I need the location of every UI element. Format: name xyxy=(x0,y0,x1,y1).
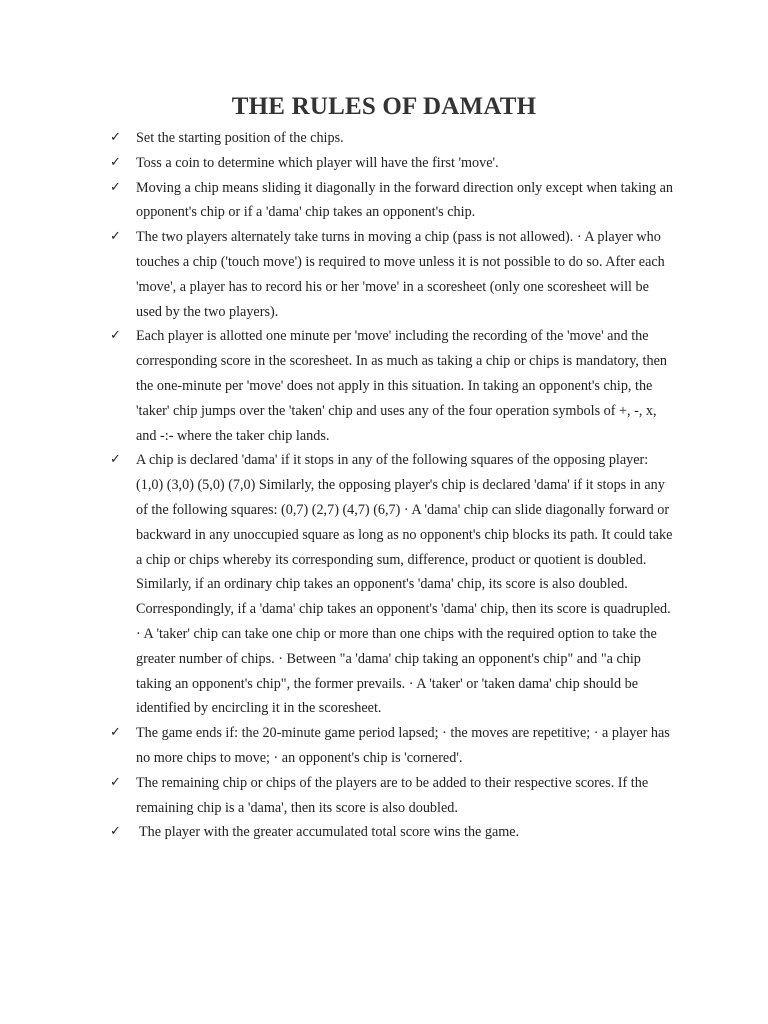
rule-text: A chip is declared 'dama' if it stops in any of the following squares of the opposing player: (1,0) (3,0) (5,0) (7,0) Similarly, the opposing player's chip is declared 'dama' if it stops in any of the following squares: (0,7) (2,7) (4,7) (6,7) · A 'dama' chip can slide diagonally forward or backward in any unoccupied square as long as no opponent's chip blocks its path. It could take a chip or chips whereby its corresponding sum, difference, product or quotient is doubled. Similarly, if an ordinary chip takes an opponent's 'dama' chip, its score is also doubled. Correspondingly, if a 'dama' chip takes an opponent's 'dama' chip, then its score is quadrupled. · A 'taker' chip can take one chip or more than one chips with the required option to take the greater number of chips. · Between "a 'dama' chip taking an opponent's chip" and "a chip taking an opponent's chip", the former prevails. · A 'taker' or 'taken dama' chip should be identified by encircling it in the scoresheet. xyxy=(136,452,673,717)
rule-text: Each player is allotted one minute per 'move' including the recording of the 'move' and the corresponding score in the scoresheet. In as much as taking a chip or chips is mandatory, then the one-minute per 'move' does not apply in this situation. In taking an opponent's chip, the 'taker' chip jumps over the 'taken' chip and uses any of the four operation symbols of +, -, x, and -:- where the taker chip lands. xyxy=(136,328,667,444)
rule-text: Set the starting position of the chips. xyxy=(136,130,344,146)
rule-text: Toss a coin to determine which player will have the first 'move'. xyxy=(136,154,499,171)
rule-text: The remaining chip or chips of the players are to be added to their respective scores. If the remaining chip is a 'dama', then its score is also doubled. xyxy=(136,774,649,816)
rule-item-2 xyxy=(0,151,676,176)
rule-item-3 xyxy=(0,176,676,226)
checkmark-icon: ✓ xyxy=(110,824,121,840)
checkmark-icon: ✓ xyxy=(110,774,121,790)
rule-item-6 xyxy=(0,448,676,721)
page-title: THE RULES OF DAMATH xyxy=(231,93,537,120)
rule-item-7 xyxy=(0,721,676,771)
rule-item-5 xyxy=(0,324,676,448)
checkmark-icon: ✓ xyxy=(110,179,121,195)
rule-text: The two players alternately take turns in moving a chip (pass is not allowed). · A player who touches a chip ('touch move') is required to move unless it is not possible to do so. After each 'move', a player has to record his or her 'move' in a scoresheet (only one scoresheet will be used by the two players). xyxy=(136,229,665,320)
rule-item-1 xyxy=(0,126,676,151)
rule-item-4 xyxy=(0,225,676,324)
rule-text: The player with the greater accumulated total score wins the game. xyxy=(139,824,520,841)
rule-item-9 xyxy=(0,820,676,845)
rule-text: Moving a chip means sliding it diagonally in the forward direction only except when taking an opponent's chip or if a 'dama' chip takes an opponent's chip. xyxy=(136,179,674,221)
rules-list xyxy=(0,126,768,845)
checkmark-icon: ✓ xyxy=(110,130,121,145)
checkmark-icon: ✓ xyxy=(110,452,121,468)
checkmark-icon: ✓ xyxy=(110,154,121,170)
checkmark-icon: ✓ xyxy=(110,229,121,245)
rule-item-8 xyxy=(0,771,676,821)
checkmark-icon: ✓ xyxy=(110,328,121,344)
rule-text: The game ends if: the 20-minute game period lapsed; · the moves are repetitive; · a player has no more chips to move; · an opponent's chip is 'cornered'. xyxy=(136,725,670,766)
checkmark-icon: ✓ xyxy=(110,725,121,741)
